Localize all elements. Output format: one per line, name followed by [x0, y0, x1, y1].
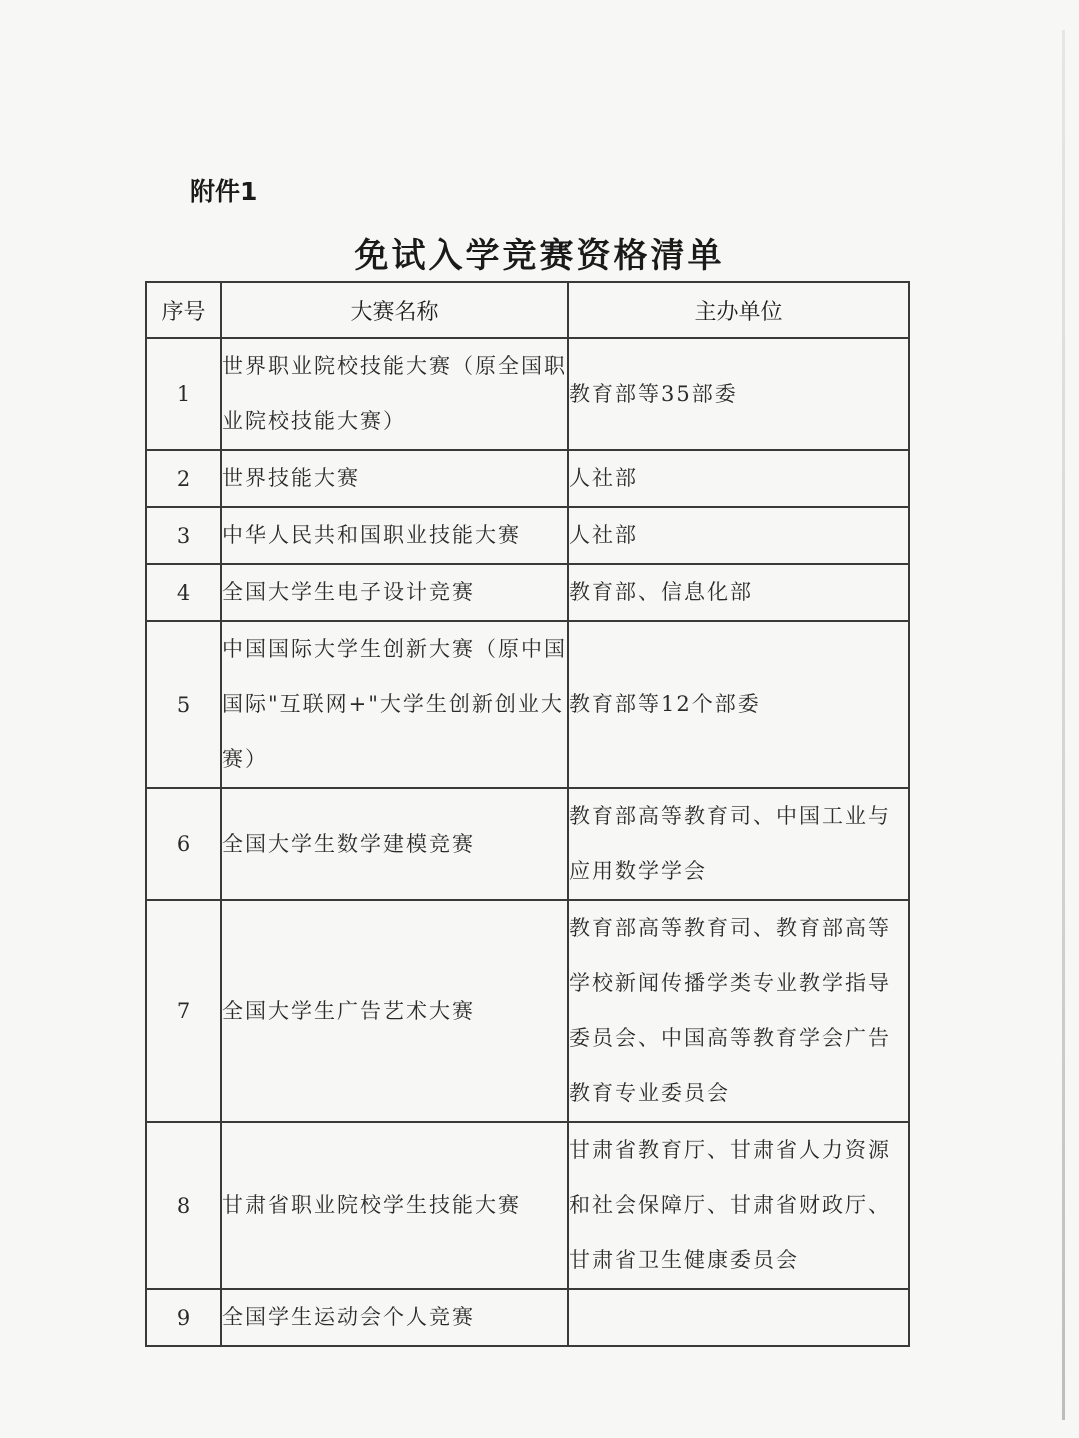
competition-name: 甘肃省职业院校学生技能大赛 — [221, 1122, 568, 1289]
organizer: 教育部、信息化部 — [568, 564, 909, 621]
row-number: 2 — [146, 450, 221, 507]
document-title: 免试入学竞赛资格清单 — [354, 236, 725, 276]
row-number: 8 — [146, 1122, 221, 1289]
table-row — [146, 564, 909, 621]
competition-table — [145, 281, 910, 1347]
competition-name: 世界职业院校技能大赛（原全国职业院校技能大赛） — [221, 338, 568, 450]
organizer: 人社部 — [568, 450, 909, 507]
column-header-number: 序号 — [146, 282, 221, 338]
organizer: 教育部等35部委 — [568, 338, 909, 450]
table-row — [146, 338, 909, 450]
row-number: 6 — [146, 788, 221, 900]
column-header-organizer: 主办单位 — [568, 282, 909, 338]
organizer: 教育部高等教育司、中国工业与应用数学学会 — [568, 788, 909, 900]
table-row — [146, 450, 909, 507]
row-number: 3 — [146, 507, 221, 564]
column-header-name: 大赛名称 — [221, 282, 568, 338]
row-number: 9 — [146, 1289, 221, 1346]
competition-name: 中华人民共和国职业技能大赛 — [221, 507, 568, 564]
attachment-label: 附件1 — [190, 177, 258, 206]
row-number: 1 — [146, 338, 221, 450]
table-header-row — [146, 282, 909, 338]
organizer: 甘肃省教育厅、甘肃省人力资源和社会保障厅、甘肃省财政厅、甘肃省卫生健康委员会 — [568, 1122, 909, 1289]
table-row — [146, 621, 909, 788]
organizer: 教育部高等教育司、教育部高等学校新闻传播学类专业教学指导委员会、中国高等教育学会广告教育专业委员会 — [568, 900, 909, 1122]
table-row — [146, 1289, 909, 1346]
organizer: 教育部等12个部委 — [568, 621, 909, 788]
table-row — [146, 900, 909, 1122]
table-row — [146, 1122, 909, 1289]
organizer — [568, 1289, 909, 1346]
competition-name: 世界技能大赛 — [221, 450, 568, 507]
competition-name: 全国大学生广告艺术大赛 — [221, 900, 568, 1122]
competition-name: 中国国际大学生创新大赛（原中国国际"互联网+"大学生创新创业大赛） — [221, 621, 568, 788]
row-number: 4 — [146, 564, 221, 621]
row-number: 5 — [146, 621, 221, 788]
row-number: 7 — [146, 900, 221, 1122]
competition-name: 全国学生运动会个人竞赛 — [221, 1289, 568, 1346]
table-row — [146, 507, 909, 564]
competition-name: 全国大学生电子设计竞赛 — [221, 564, 568, 621]
competition-name: 全国大学生数学建模竞赛 — [221, 788, 568, 900]
organizer: 人社部 — [568, 507, 909, 564]
table-row — [146, 788, 909, 900]
